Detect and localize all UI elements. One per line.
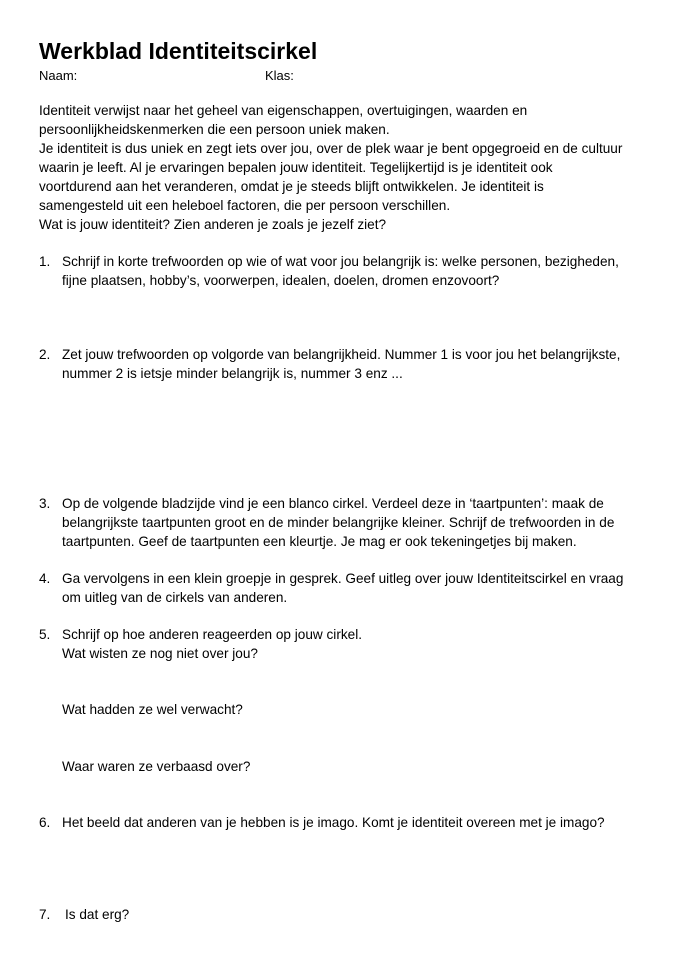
intro-text xyxy=(39,101,649,234)
intro-line: Wat is jouw identiteit? Zien anderen je zoals je jezelf ziet? xyxy=(39,217,387,232)
question-text xyxy=(62,813,662,832)
question-line: Schrijf op hoe anderen reageerden op jouw cirkel. xyxy=(62,627,363,642)
question-line: Op de volgende bladzijde vind je een blanco cirkel. Verdeel deze in ‘taartpunten’: maak de xyxy=(62,496,604,511)
intro-line: persoonlijkheidskenmerken die een persoon uniek maken. xyxy=(39,122,390,137)
question-line: taartpunten. Geef de taartpunten een kleurtje. Je mag er ook tekeningetjes bij maken. xyxy=(62,534,577,549)
question-line: nummer 2 is ietsje minder belangrijk is, nummer 3 enz ... xyxy=(62,366,403,381)
class-label: Klas: xyxy=(265,68,294,83)
intro-line: voortdurend aan het veranderen, omdat je je steeds blijft ontwikkelen. Je identiteit is xyxy=(39,179,544,194)
question-text xyxy=(62,345,662,383)
question-number: 2. xyxy=(39,347,51,362)
page-title: Werkblad Identiteitscirkel xyxy=(39,38,318,64)
question-text xyxy=(62,494,662,551)
question-text xyxy=(62,252,662,290)
question-number: 6. xyxy=(39,815,51,830)
question-line: Wat wisten ze nog niet over jou? xyxy=(62,646,258,661)
question-text xyxy=(62,569,662,607)
intro-line: Je identiteit is dus uniek en zegt iets over jou, over de plek waar je bent opgegroeid en de cultuur xyxy=(39,141,623,156)
question-line: Is dat erg? xyxy=(65,907,130,922)
question-text xyxy=(65,905,665,924)
question-text xyxy=(62,625,662,663)
question-line: Het beeld dat anderen van je hebben is je imago. Komt je identiteit overeen met je imago? xyxy=(62,815,605,830)
name-label: Naam: xyxy=(39,68,78,83)
question-number: 3. xyxy=(39,496,51,511)
sub-question: Wat hadden ze wel verwacht? xyxy=(62,702,243,717)
question-line: fijne plaatsen, hobby’s, voorwerpen, idealen, doelen, dromen enzovoort? xyxy=(62,273,500,288)
question-line: Schrijf in korte trefwoorden op wie of wat voor jou belangrijk is: welke personen, bezigheden, xyxy=(62,254,619,269)
question-line: Zet jouw trefwoorden op volgorde van belangrijkheid. Nummer 1 is voor jou het belangrijkste, xyxy=(62,347,621,362)
question-number: 7. xyxy=(39,907,51,922)
question-number: 5. xyxy=(39,627,51,642)
question-number: 4. xyxy=(39,571,51,586)
intro-line: samengesteld uit een heleboel factoren, die per persoon verschillen. xyxy=(39,198,451,213)
question-number: 1. xyxy=(39,254,51,269)
question-line: belangrijkste taartpunten groot en de minder belangrijke kleiner. Schrijf de trefwoorden in de xyxy=(62,515,615,530)
question-line: om uitleg van de cirkels van anderen. xyxy=(62,590,288,605)
sub-question: Waar waren ze verbaasd over? xyxy=(62,759,251,774)
intro-line: Identiteit verwijst naar het geheel van eigenschappen, overtuigingen, waarden en xyxy=(39,103,528,118)
question-line: Ga vervolgens in een klein groepje in gesprek. Geef uitleg over jouw Identiteitscirkel en vraag xyxy=(62,571,624,586)
intro-line: waarin je leeft. Al je ervaringen bepalen jouw identiteit. Tegelijkertijd is je identiteit ook xyxy=(39,160,553,175)
